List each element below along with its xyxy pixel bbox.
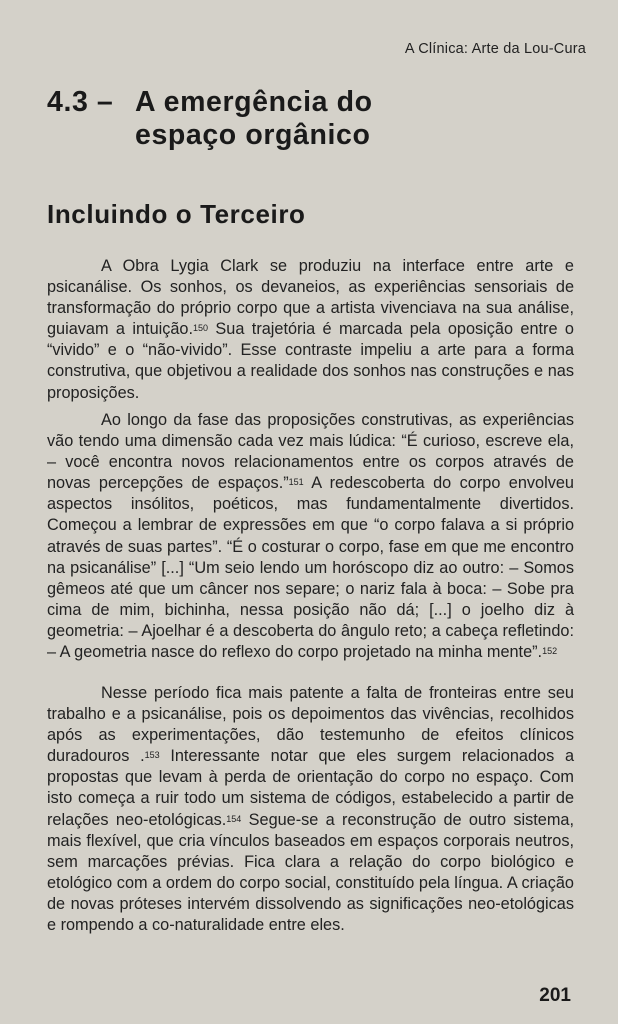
paragraph-3-text-c: Segue-se a reconstrução de outro sistema, mais flexível, que cria vínculos baseados em espaços corporais neutros, sem marcações prévias. Fica clara a relação do corpo biológico e etológico com a ordem do corpo social, constituído pela língua. A criação de novas próteses intervém dissolvendo as significações neo-etológicas e rompendo a co-naturalidade entre eles. bbox=[47, 810, 574, 935]
paragraph-3-text-a: Nesse período fica mais patente a falta de fronteiras entre seu trabalho e a psicanálise, pois os depoimentos das vivências, recolhidos após as experimentações, dão testemunho de efeitos clínicos duradouros . bbox=[47, 684, 574, 766]
paragraph-1 bbox=[47, 256, 574, 404]
footnote-ref-152: 152 bbox=[542, 646, 558, 657]
section-heading bbox=[47, 86, 373, 152]
section-number: 4.3 – bbox=[47, 86, 114, 118]
paragraph-3-text-b: Interessante notar que eles surgem relacionados a propostas que levam à perda de orientação do corpo no espaço. Com isto começa a ruir todo um sistema de códigos, estabelecido a partir de relações neo-etológicas. bbox=[47, 747, 574, 829]
paragraph-2-text-b: A redescoberta do corpo envolveu aspectos insólitos, poéticos, mas fundamentalmente divertidos. Começou a lembrar de expressões em que “o corpo falava a si próprio através de suas partes”. “É o costurar o corpo, fase em que me encontro na psicanálise” [...] “Um seio lendo um horóscopo diz ao outro: – Somos gêmeos até que um câncer nos separe; o nariz fala à boca: – Sobe pra cima de mim, bichinha, nessa posição não dá; [...] o joelho diz à geometria: – Ajoelhar é a descoberta do ângulo reto; a cabeça refletindo: – A geometria nasce do reflexo do corpo projetado na minha mente”. bbox=[47, 474, 574, 662]
running-header: A Clínica: Arte da Lou-Cura bbox=[404, 41, 586, 57]
section-title-line2: espaço orgânico bbox=[135, 119, 371, 151]
paragraph-2 bbox=[47, 410, 574, 663]
footnote-ref-154: 154 bbox=[226, 813, 242, 824]
subsection-heading: Incluindo o Terceiro bbox=[47, 199, 306, 229]
page-number: 201 bbox=[539, 985, 571, 1006]
paragraph-3 bbox=[47, 683, 574, 936]
paragraph-1-text-b: Sua trajetória é marcada pela oposição entre o “vivido” e o “não-vivido”. Esse contraste impeliu a arte para a forma construtiva, que objetivou a realidade dos sonhos nas construções e nas proposições. bbox=[47, 320, 574, 402]
paragraph-2-text-a: Ao longo da fase das proposições construtivas, as experiências vão tendo uma dimensão cada vez mais lúdica: “É curioso, escreve ela, – você encontra novos relacionamentos entre os corpos através de novas percepções de espaços.” bbox=[47, 411, 574, 493]
paragraph-1-text-a: A Obra Lygia Clark se produziu na interface entre arte e psicanálise. Os sonhos, os devaneios, as experiências sensoriais de transformação do próprio corpo que a artista vivenciava na sua análise, guiavam a intuição. bbox=[47, 257, 574, 339]
footnote-ref-150: 150 bbox=[193, 323, 209, 334]
footnote-ref-151: 151 bbox=[288, 477, 304, 488]
section-title-line1: A emergência do bbox=[135, 86, 373, 118]
footnote-ref-153: 153 bbox=[144, 750, 160, 761]
